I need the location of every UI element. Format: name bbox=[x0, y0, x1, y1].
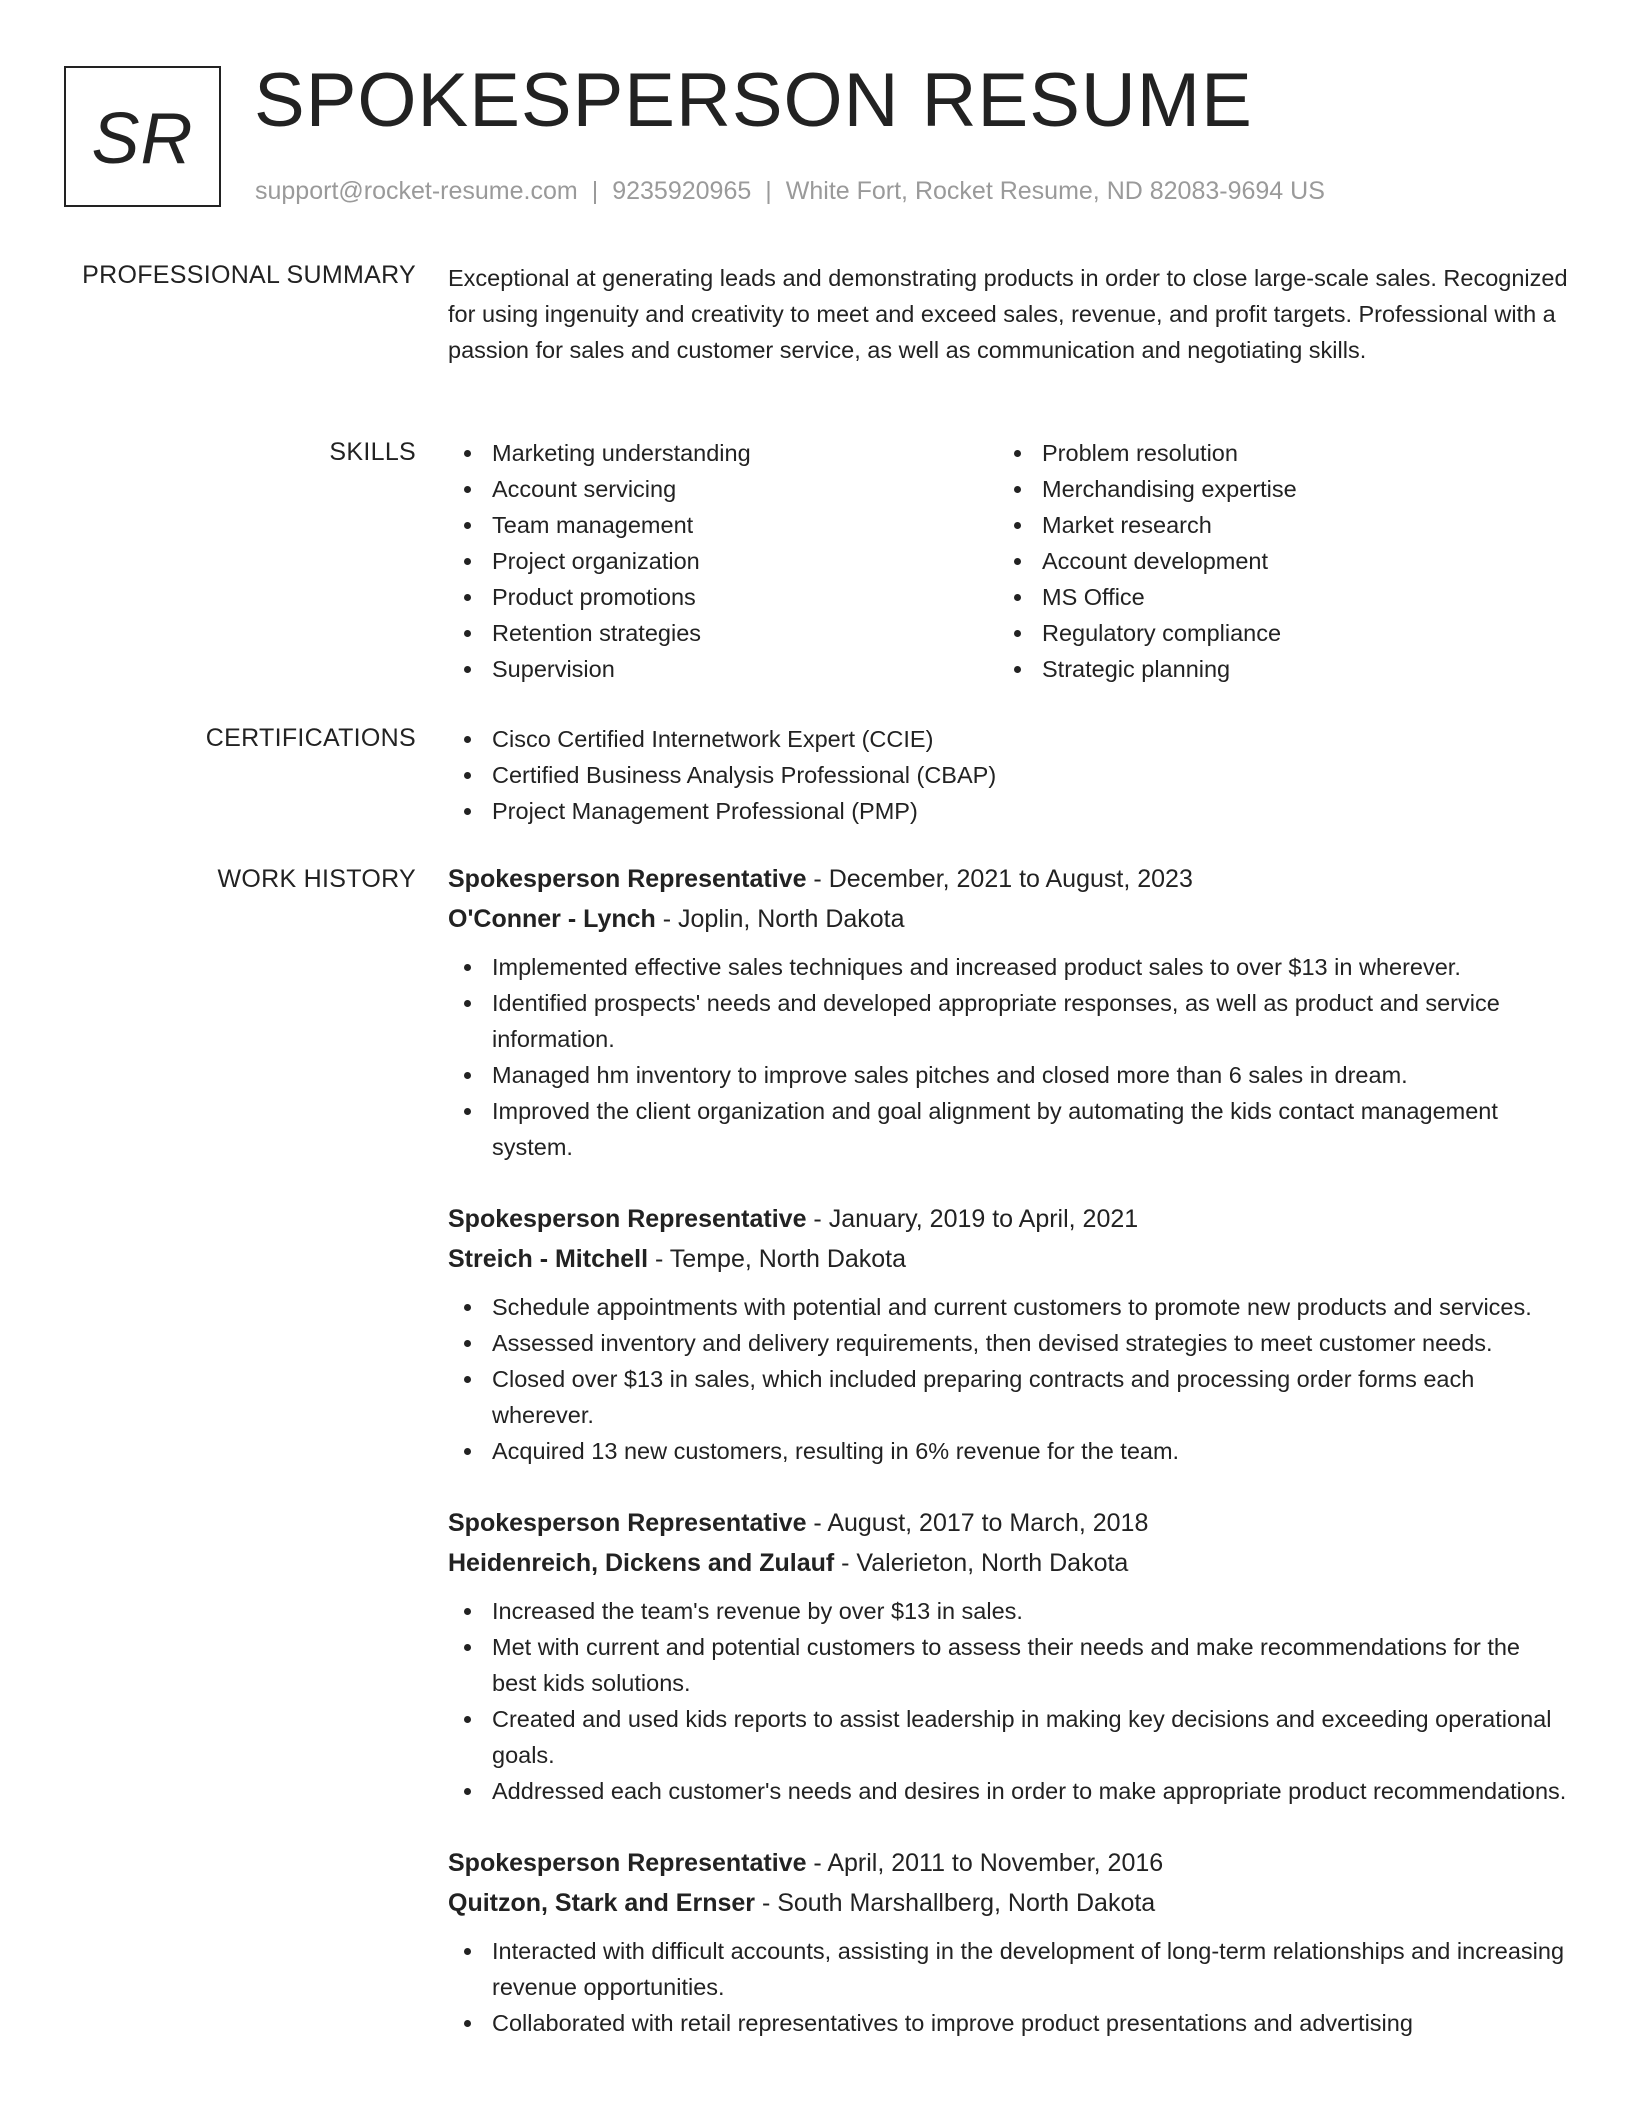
job-role: Spokesperson Representative bbox=[448, 1509, 807, 1537]
job-company-line bbox=[448, 1883, 1570, 1923]
section-title-work-history: WORK HISTORY bbox=[217, 865, 416, 893]
skill-item: Project organization bbox=[448, 543, 998, 579]
job-company-line bbox=[448, 899, 1570, 939]
job-company-line bbox=[448, 1543, 1570, 1583]
job-role: Spokesperson Representative bbox=[448, 1205, 807, 1233]
contact-separator: | bbox=[765, 177, 772, 205]
job-bullet: Schedule appointments with potential and current customers to promote new products and services. bbox=[448, 1289, 1570, 1325]
summary-text: Exceptional at generating leads and demonstrating products in order to close large-scale sales. Recognized for using ingenuity and creativity to meet and exceed sales, revenue, and profit targets. Professional with a passion for sales and customer service, as well as communication and negotiating skills. bbox=[448, 265, 1568, 363]
certification-item: Cisco Certified Internetwork Expert (CCIE) bbox=[448, 721, 1570, 757]
skills-list-right bbox=[998, 435, 1548, 687]
section-title-summary: PROFESSIONAL SUMMARY bbox=[82, 261, 416, 289]
job-company: Heidenreich, Dickens and Zulauf bbox=[448, 1549, 835, 1577]
job-role: Spokesperson Representative bbox=[448, 1849, 807, 1877]
job-bullet: Addressed each customer's needs and desires in order to make appropriate product recommendations. bbox=[448, 1773, 1570, 1809]
skill-item: Account development bbox=[998, 543, 1548, 579]
certification-item: Project Management Professional (PMP) bbox=[448, 793, 1570, 829]
job-bullet: Increased the team's revenue by over $13 in sales. bbox=[448, 1593, 1570, 1629]
skill-item: Market research bbox=[998, 507, 1548, 543]
summary-body bbox=[448, 258, 1570, 368]
skill-item: Product promotions bbox=[448, 579, 998, 615]
resume-title: SPOKESPERSON RESUME bbox=[254, 58, 1253, 143]
job-bullet: Collaborated with retail representatives to improve product presentations and advertising bbox=[448, 2005, 1570, 2041]
skill-item: Supervision bbox=[448, 651, 998, 687]
job-location: - Tempe, North Dakota bbox=[648, 1245, 907, 1273]
job-location: - Valerieton, North Dakota bbox=[834, 1549, 1129, 1577]
work-history-body bbox=[448, 859, 1570, 2075]
section-title-certifications: CERTIFICATIONS bbox=[205, 724, 416, 752]
job-bullet: Closed over $13 in sales, which included preparing contracts and processing order forms each wherever. bbox=[448, 1361, 1570, 1433]
job-bullet: Identified prospects' needs and developed appropriate responses, as well as product and service information. bbox=[448, 985, 1570, 1057]
job-entry bbox=[448, 1199, 1570, 1469]
job-company: O'Conner - Lynch bbox=[448, 905, 656, 933]
job-role-line bbox=[448, 1843, 1570, 1883]
job-dates: - December, 2021 to August, 2023 bbox=[806, 865, 1193, 893]
skill-item: Regulatory compliance bbox=[998, 615, 1548, 651]
job-dates: - January, 2019 to April, 2021 bbox=[806, 1205, 1139, 1233]
job-entry bbox=[448, 1843, 1570, 2041]
monogram-box bbox=[64, 66, 221, 207]
job-role-line bbox=[448, 859, 1570, 899]
skill-item: Marketing understanding bbox=[448, 435, 998, 471]
job-company: Streich - Mitchell bbox=[448, 1245, 649, 1273]
job-bullet: Acquired 13 new customers, resulting in 6% revenue for the team. bbox=[448, 1433, 1570, 1469]
certifications-list bbox=[448, 721, 1570, 829]
job-role: Spokesperson Representative bbox=[448, 865, 807, 893]
job-bullet: Interacted with difficult accounts, assisting in the development of long-term relationships and increasing revenue opportunities. bbox=[448, 1933, 1570, 2005]
job-bullet: Created and used kids reports to assist leadership in making key decisions and exceeding operational goals. bbox=[448, 1701, 1570, 1773]
skill-item: MS Office bbox=[998, 579, 1548, 615]
job-bullets bbox=[448, 1593, 1570, 1809]
contact-separator: | bbox=[591, 177, 599, 205]
job-dates: - April, 2011 to November, 2016 bbox=[806, 1849, 1164, 1877]
job-entry bbox=[448, 859, 1570, 1165]
job-role-line bbox=[448, 1503, 1570, 1543]
contact-address: White Fort, Rocket Resume, ND 82083-9694 US bbox=[785, 177, 1325, 205]
section-title-skills: SKILLS bbox=[329, 438, 416, 466]
job-location: - South Marshallberg, North Dakota bbox=[755, 1889, 1156, 1917]
job-dates: - August, 2017 to March, 2018 bbox=[806, 1509, 1149, 1537]
skill-item: Team management bbox=[448, 507, 998, 543]
job-bullet: Managed hm inventory to improve sales pitches and closed more than 6 sales in dream. bbox=[448, 1057, 1570, 1093]
contact-email: support@rocket-resume.com bbox=[255, 177, 578, 205]
job-bullets bbox=[448, 1289, 1570, 1469]
skill-item: Retention strategies bbox=[448, 615, 998, 651]
job-company: Quitzon, Stark and Ernser bbox=[448, 1889, 756, 1917]
job-bullets bbox=[448, 949, 1570, 1165]
skill-item: Account servicing bbox=[448, 471, 998, 507]
certifications-body bbox=[448, 721, 1570, 829]
job-bullet: Met with current and potential customers to assess their needs and make recommendations for the best kids solutions. bbox=[448, 1629, 1570, 1701]
contact-line bbox=[255, 174, 1325, 208]
job-entry bbox=[448, 1503, 1570, 1809]
job-role-line bbox=[448, 1199, 1570, 1239]
skill-item: Strategic planning bbox=[998, 651, 1548, 687]
monogram-initials: SR bbox=[91, 98, 194, 179]
job-company-line bbox=[448, 1239, 1570, 1279]
certification-item: Certified Business Analysis Professional (CBAP) bbox=[448, 757, 1570, 793]
skills-list-left bbox=[448, 435, 998, 687]
job-bullet: Implemented effective sales techniques and increased product sales to over $13 in wherever. bbox=[448, 949, 1570, 985]
skill-item: Problem resolution bbox=[998, 435, 1548, 471]
job-bullets bbox=[448, 1933, 1570, 2041]
job-bullet: Assessed inventory and delivery requirements, then devised strategies to meet customer needs. bbox=[448, 1325, 1570, 1361]
contact-phone: 9235920965 bbox=[612, 177, 752, 205]
job-location: - Joplin, North Dakota bbox=[655, 905, 905, 933]
skills-body bbox=[448, 435, 1570, 687]
skill-item: Merchandising expertise bbox=[998, 471, 1548, 507]
job-bullet: Improved the client organization and goal alignment by automating the kids contact management system. bbox=[448, 1093, 1570, 1165]
